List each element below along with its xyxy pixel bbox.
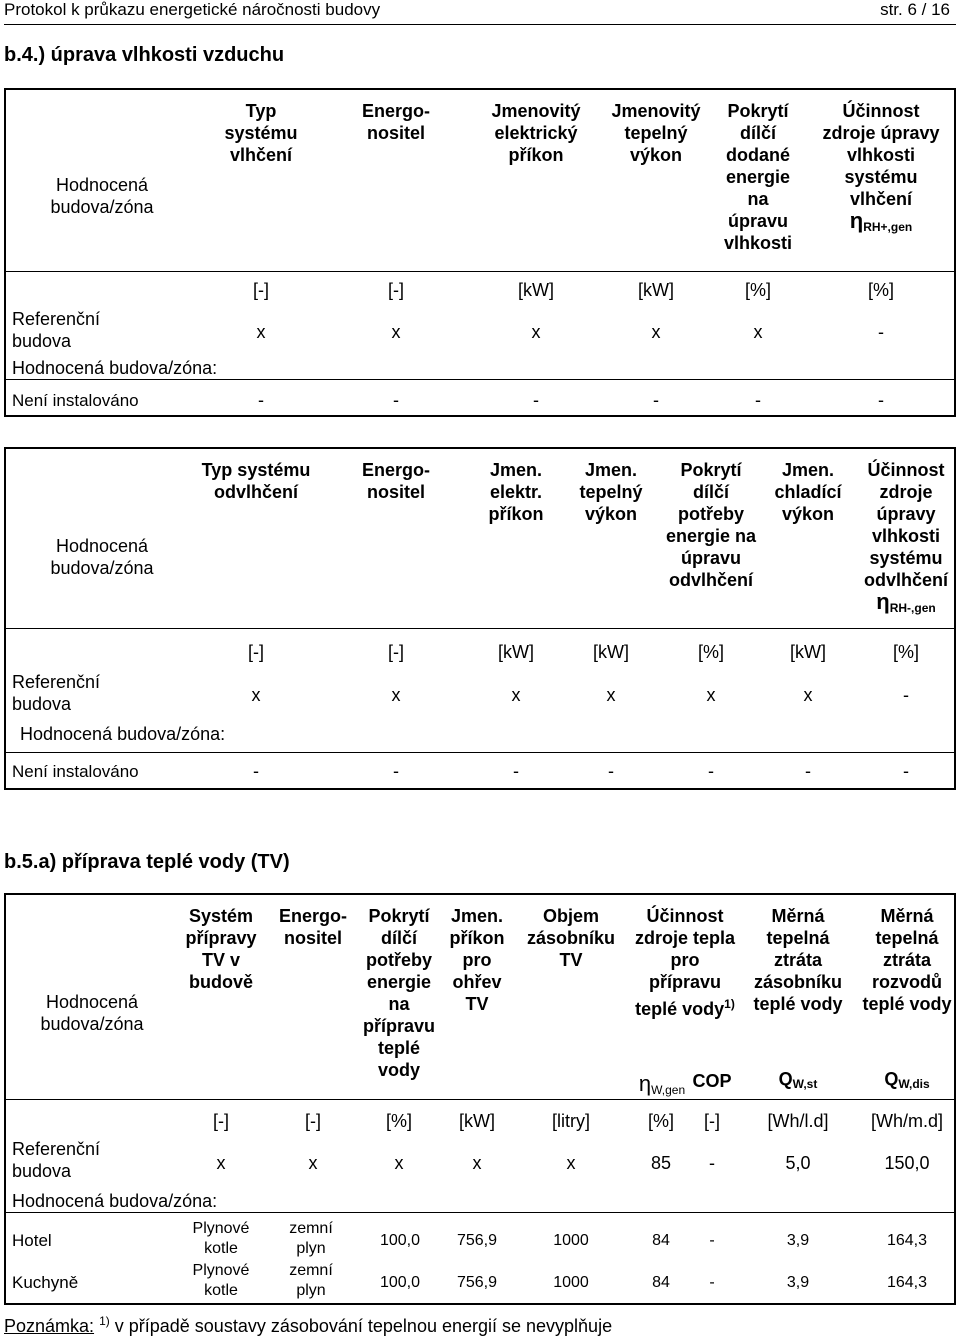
ref-value: x <box>566 1153 576 1173</box>
unit: [kW] <box>459 1111 495 1131</box>
evaluated-building-label: Hodnocená budova/zóna: <box>20 724 226 744</box>
unit: [kW] <box>498 642 534 662</box>
unit: [-] <box>248 642 264 662</box>
ref-value: x <box>531 322 541 342</box>
col-thermal-output: Jmen. tepelný výkon <box>579 460 643 524</box>
row-value: 84 <box>652 1232 670 1249</box>
footnote-label: Poznámka: <box>4 1316 95 1336</box>
row-value: 1000 <box>553 1232 589 1249</box>
reference-building-label: Referenční budova <box>12 309 101 351</box>
evaluated-building-label: Hodnocená budova/zóna: <box>12 1191 218 1211</box>
unit: [-] <box>305 1111 321 1131</box>
row-value: zemní plyn <box>289 1262 333 1299</box>
ref-value: 150,0 <box>884 1153 930 1173</box>
unit: [-] <box>388 280 404 300</box>
ref-value: 85 <box>650 1153 672 1173</box>
cop-symbol: COP <box>692 1071 732 1091</box>
unit: [Wh/l.d] <box>767 1111 829 1131</box>
section-title-hot-water: b.5.a) příprava teplé vody (TV) <box>4 851 290 873</box>
row-value: - <box>653 390 659 410</box>
ref-value: x <box>391 322 401 342</box>
evaluated-building-label: Hodnocená budova/zóna: <box>12 358 218 378</box>
ref-value: x <box>753 322 763 342</box>
col-coverage: Pokrytí dílčí potřeby energie na přípravu teplé vody <box>362 906 436 1080</box>
col-energy-carrier: Energo-nositel <box>278 906 347 948</box>
unit: [-] <box>704 1111 720 1131</box>
row-value: Plynové kotle <box>192 1262 250 1299</box>
row-value: 84 <box>652 1274 670 1291</box>
col-distribution-loss: Měrná tepelná ztráta rozvodů teplé vody <box>862 906 952 1014</box>
col-thermal-output: Jmenovitý tepelný výkon <box>611 101 701 165</box>
row-value: 3,9 <box>786 1274 810 1291</box>
row-value: 164,3 <box>886 1274 928 1291</box>
footnote <box>4 1314 612 1337</box>
reference-building-label: Referenční budova <box>12 1139 101 1181</box>
q-wst-symbol: $Q_{W,st}$ <box>778 1069 818 1091</box>
col-tank-volume: Objem zásobníku TV <box>526 906 615 970</box>
col-cooling-output: Jmen. chladící výkon <box>774 460 842 524</box>
ref-value: 5,0 <box>785 1153 811 1173</box>
row-label: Není instalováno <box>12 391 139 410</box>
row-value: - <box>708 761 714 781</box>
row-value: 1000 <box>553 1274 589 1291</box>
section-title-humidification: b.4.) úprava vlhkosti vzduchu <box>4 44 285 66</box>
row-value: - <box>903 761 909 781</box>
col-system: Systém přípravy TV v budově <box>185 906 257 992</box>
row-label-header: Hodnocená budova/zóna <box>50 175 154 217</box>
unit: [Wh/m.d] <box>870 1111 943 1131</box>
col-electric-input: Jmen. elektr. příkon <box>488 460 544 524</box>
ref-value: x <box>606 685 616 705</box>
col-type: Typ systému odvlhčení <box>201 460 311 502</box>
unit: [-] <box>253 280 269 300</box>
dehumidification-table <box>4 447 956 790</box>
ref-value: x <box>651 322 661 342</box>
ref-value: x <box>391 685 401 705</box>
row-label-header: Hodnocená budova/zóna <box>50 536 154 578</box>
ref-value: x <box>308 1153 318 1173</box>
row-value: - <box>533 390 539 410</box>
unit: [kW] <box>790 642 826 662</box>
unit: [%] <box>697 642 724 662</box>
ref-value: - <box>903 685 909 705</box>
row-value: - <box>709 1232 715 1249</box>
col-energy-carrier: Energo-nositel <box>361 101 430 143</box>
unit: [%] <box>744 280 771 300</box>
unit: [kW] <box>593 642 629 662</box>
row-value: - <box>513 761 519 781</box>
row-value: - <box>608 761 614 781</box>
col-efficiency: Účinnost zdroje úpravy vlhkosti systému odvlhčení $\eta_{RH-,gen}$ <box>858 459 954 619</box>
hot-water-table <box>4 893 956 1305</box>
eta-symbol: $\eta_{RH-,gen}$ <box>876 589 936 615</box>
eta-symbol: $\eta_{RH+,gen}$ <box>849 208 913 234</box>
row-label: Není instalováno <box>12 762 139 781</box>
document-title: Protokol k průkazu energetické náročnosti budovy <box>4 0 381 19</box>
q-wdis-symbol: $Q_{W,dis}$ <box>884 1069 930 1091</box>
row-value: 756,9 <box>456 1232 498 1249</box>
row-value: 756,9 <box>456 1274 498 1291</box>
col-coverage: Pokrytí dílčí potřeby energie na úpravu odvlhčení <box>665 460 757 590</box>
page-number: str. 6 / 16 <box>880 0 950 19</box>
row-value: 100,0 <box>379 1274 421 1291</box>
col-tank-loss: Měrná tepelná ztráta zásobníku teplé vody <box>753 906 843 1014</box>
ref-value: x <box>216 1153 226 1173</box>
reference-building-label: Referenční budova <box>12 672 101 714</box>
col-electric-input: Jmenovitý elektrický příkon <box>491 101 581 165</box>
humidification-table <box>4 88 956 417</box>
unit: [-] <box>388 642 404 662</box>
col-efficiency: Účinnost zdroje úpravy vlhkosti systému vlhčení $\eta_{RH+,gen}$ <box>816 100 946 238</box>
col-coverage: Pokrytí dílčí dodané energie na úpravu vlhkosti <box>723 101 793 253</box>
ref-value: x <box>256 322 266 342</box>
row-value: - <box>393 761 399 781</box>
row-value: - <box>709 1274 715 1291</box>
footnote-marker: 1) <box>99 1314 110 1328</box>
ref-value: - <box>878 322 884 342</box>
ref-value: x <box>472 1153 482 1173</box>
row-value: Plynové kotle <box>192 1220 250 1257</box>
ref-value: - <box>709 1153 715 1173</box>
row-value: - <box>755 390 761 410</box>
row-value: - <box>805 761 811 781</box>
row-value: 164,3 <box>886 1232 928 1249</box>
unit: [%] <box>867 280 894 300</box>
col-energy-carrier: Energo-nositel <box>361 460 430 502</box>
row-value: - <box>393 390 399 410</box>
unit: [%] <box>892 642 919 662</box>
ref-value: x <box>706 685 716 705</box>
unit: [%] <box>385 1111 412 1131</box>
ref-value: x <box>803 685 813 705</box>
row-value: - <box>878 390 884 410</box>
row-value: - <box>258 390 264 410</box>
row-label-kitchen: Kuchyně <box>12 1273 79 1292</box>
col-source-efficiency: Účinnost zdroje tepla pro přípravu teplé vody$^{1)}$ <box>634 906 736 1019</box>
unit: [%] <box>647 1111 674 1131</box>
ref-value: x <box>511 685 521 705</box>
footnote-text: v případě soustavy zásobování tepelnou energií se nevyplňuje <box>114 1316 613 1336</box>
unit: [kW] <box>638 280 674 300</box>
eta-symbol: $\eta_{W,gen}$ <box>638 1071 686 1097</box>
unit: [kW] <box>518 280 554 300</box>
ref-value: x <box>251 685 261 705</box>
row-value: - <box>253 761 259 781</box>
col-type: Typ systému vlhčení <box>224 101 298 165</box>
row-value: 3,9 <box>786 1232 810 1249</box>
row-label-header: Hodnocená budova/zóna <box>40 992 144 1034</box>
unit: [-] <box>213 1111 229 1131</box>
row-value: zemní plyn <box>289 1220 333 1257</box>
unit: [litry] <box>552 1111 590 1131</box>
col-heating-input: Jmen. příkon pro ohřev TV <box>449 906 505 1014</box>
row-label-hotel: Hotel <box>12 1231 52 1250</box>
page-header <box>4 0 956 25</box>
row-value: 100,0 <box>379 1232 421 1249</box>
ref-value: x <box>394 1153 404 1173</box>
